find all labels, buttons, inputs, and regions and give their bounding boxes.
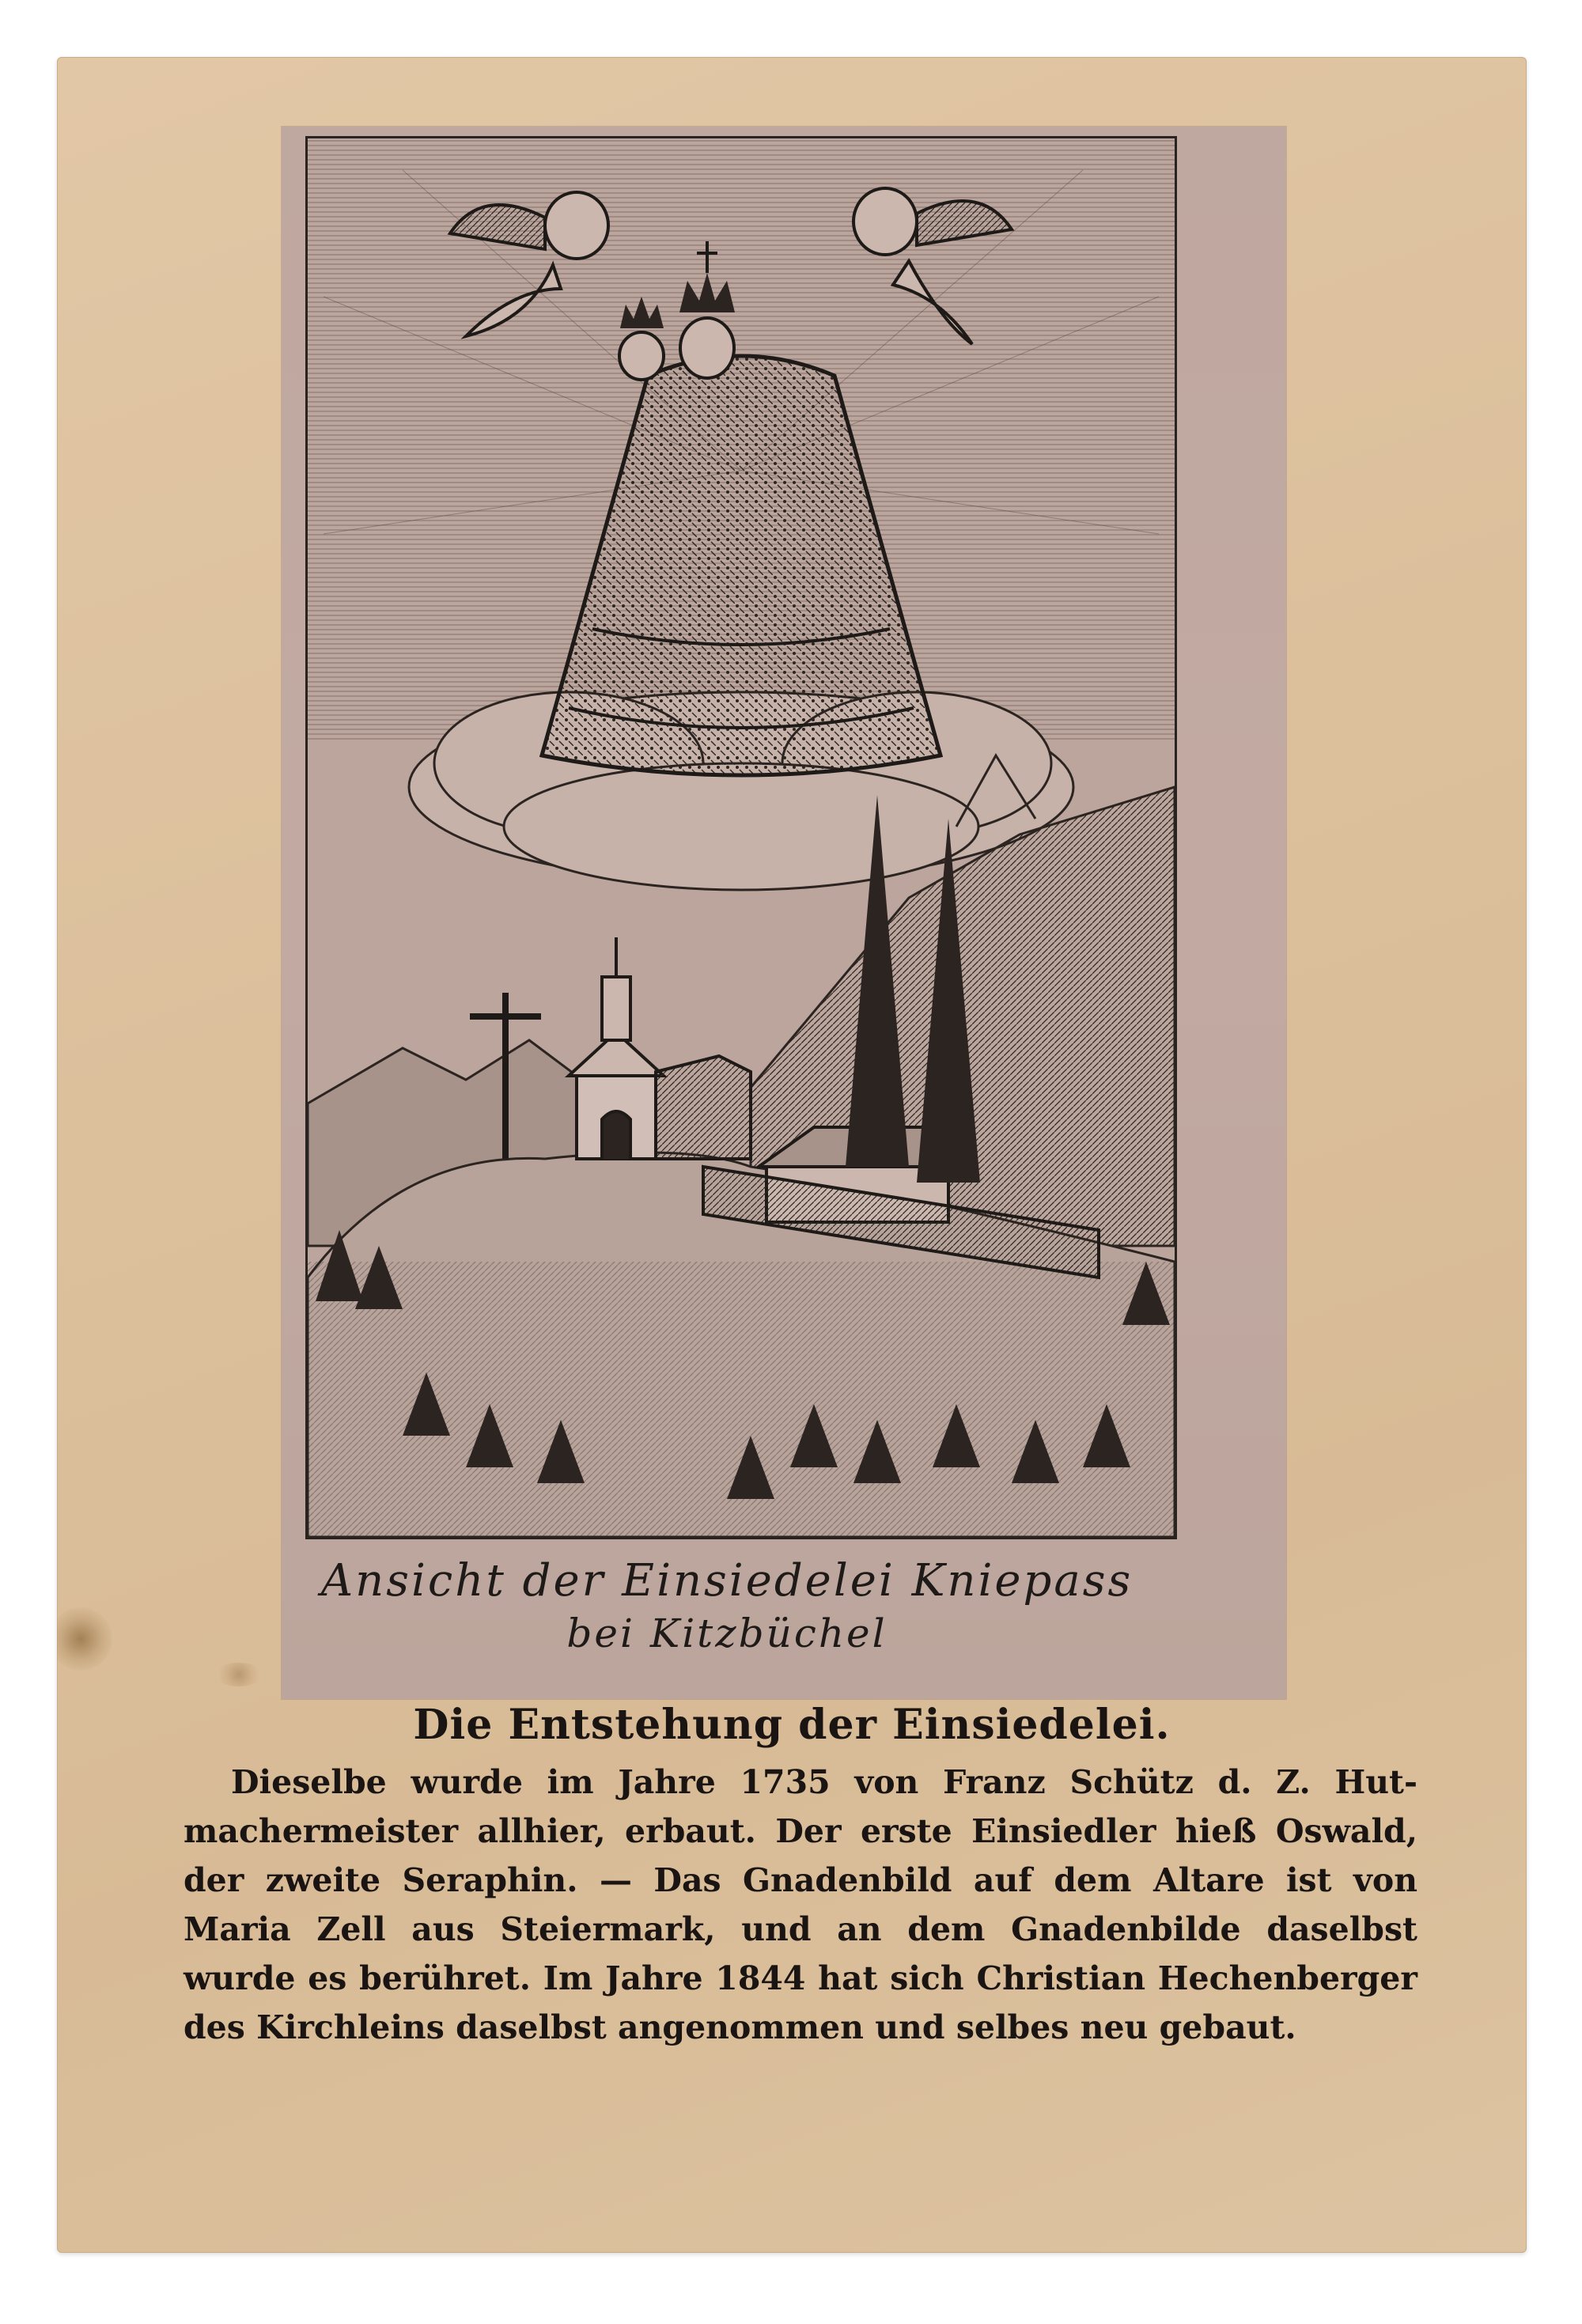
paper-stain [57,1607,112,1671]
paper-stain [215,1663,263,1686]
body-line: Maria Zell aus Steiermark, und an dem Gnadenbilde daselbst [184,1910,1417,1948]
body-line: wurde es berühret. Im Jahre 1844 hat sich Christian Hechenberger [184,1959,1417,1997]
body-line: des Kirchleins daselbst angenommen und selbes neu gebaut. [184,2008,1296,2046]
body-line: Dieselbe wurde im Jahre 1735 von Franz Schütz d. Z. Hut- [231,1763,1417,1801]
body-line: der zweite Seraphin. — Das Gnadenbild auf dem Altare ist von [184,1861,1417,1899]
heading: Die Entstehung der Einsiedelei. [413,1701,1171,1749]
caption-line-1: Ansicht der Einsiedelei Kniepass [320,1555,1134,1607]
body-line: machermeister allhier, erbaut. Der erste Einsiedler hieß Oswald, [184,1812,1417,1850]
caption-line-2: bei Kitzbüchel [566,1611,888,1656]
body-paragraph [184,1758,1417,2052]
engraving-graphic [308,138,1175,1537]
engraving-illustration [305,136,1177,1539]
